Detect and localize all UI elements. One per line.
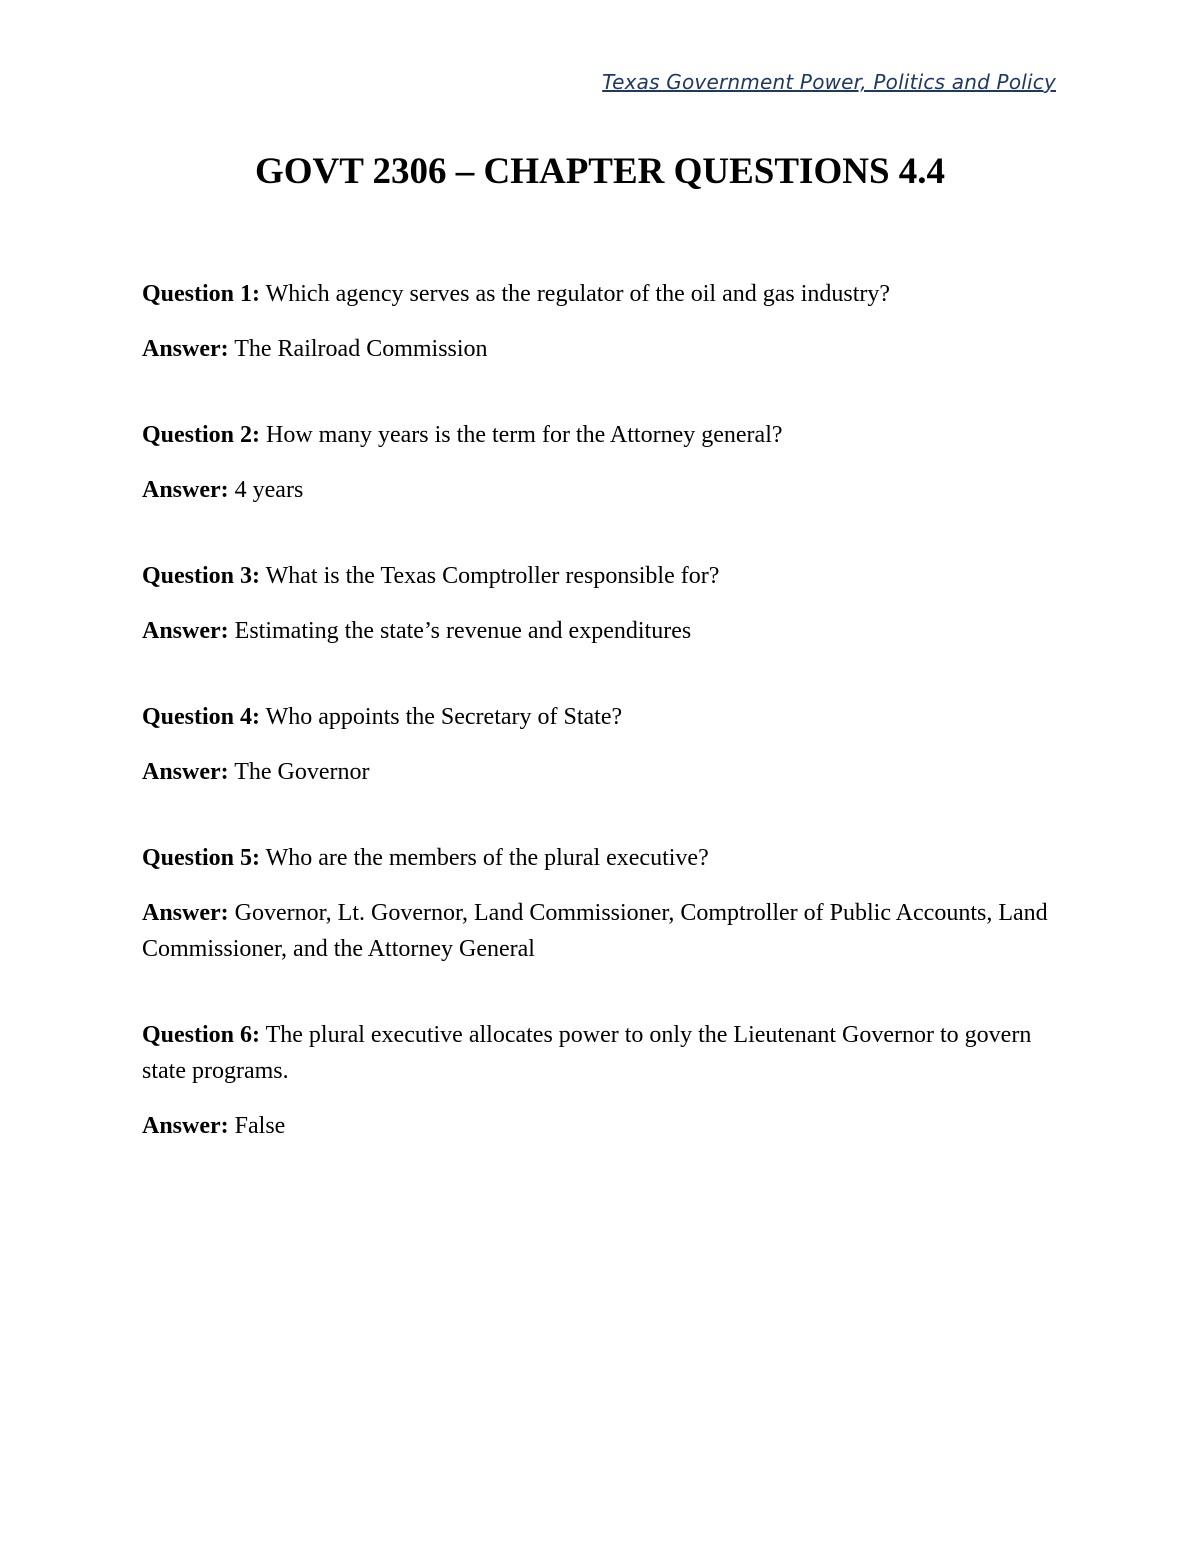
question-3 <box>142 558 1058 594</box>
question-text: How many years is the term for the Attorney general? <box>266 422 783 448</box>
answer-3 <box>142 613 1058 649</box>
question-label: Question 2: <box>142 422 261 448</box>
question-text: Who appoints the Secretary of State? <box>265 704 623 730</box>
question-block-4 <box>142 699 1058 790</box>
answer-text: The Governor <box>234 759 370 785</box>
question-label: Question 6: <box>142 1022 261 1048</box>
question-block-1 <box>142 276 1058 367</box>
question-6 <box>142 1017 1058 1089</box>
document-title: GOVT 2306 – CHAPTER QUESTIONS 4.4 <box>254 151 946 192</box>
question-5 <box>142 840 1058 876</box>
answer-label: Answer: <box>142 477 229 503</box>
question-label: Question 5: <box>142 845 261 871</box>
answer-6 <box>142 1108 1058 1144</box>
answer-label: Answer: <box>142 336 229 362</box>
answer-text: Governor, Lt. Governor, Land Commissioner, Comptroller of Public Accounts, Land Commissioner, and the Attorney General <box>142 900 1048 962</box>
question-block-3 <box>142 558 1058 649</box>
question-text: Which agency serves as the regulator of the oil and gas industry? <box>265 281 891 307</box>
answer-4 <box>142 754 1058 790</box>
question-label: Question 1: <box>142 281 261 307</box>
answer-5 <box>142 895 1058 967</box>
question-block-2 <box>142 417 1058 508</box>
question-4 <box>142 699 1058 735</box>
answer-label: Answer: <box>142 900 229 926</box>
answer-text: The Railroad Commission <box>234 336 488 362</box>
answer-2 <box>142 472 1058 508</box>
answer-text: Estimating the state’s revenue and expenditures <box>234 618 692 644</box>
question-label: Question 3: <box>142 563 261 589</box>
question-text: Who are the members of the plural executive? <box>265 845 709 871</box>
answer-label: Answer: <box>142 759 229 785</box>
question-label: Question 4: <box>142 704 261 730</box>
answer-label: Answer: <box>142 1113 229 1139</box>
answer-text: 4 years <box>234 477 304 503</box>
question-1 <box>142 276 1058 312</box>
question-2 <box>142 417 1058 453</box>
answer-label: Answer: <box>142 618 229 644</box>
question-list <box>142 276 1058 1194</box>
answer-1 <box>142 331 1058 367</box>
question-text: The plural executive allocates power to only the Lieutenant Governor to govern state programs. <box>142 1022 1032 1084</box>
question-block-6 <box>142 1017 1058 1144</box>
running-header: Texas Government Power, Politics and Policy <box>602 70 1056 94</box>
question-text: What is the Texas Comptroller responsible for? <box>265 563 720 589</box>
answer-text: False <box>234 1113 286 1139</box>
question-block-5 <box>142 840 1058 967</box>
